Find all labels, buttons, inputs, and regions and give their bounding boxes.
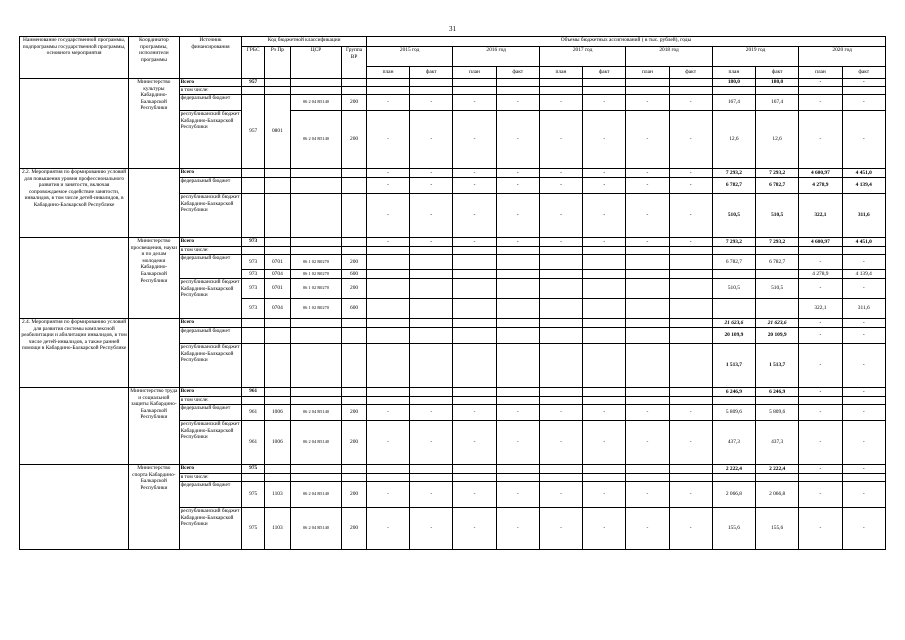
- value-cell: -: [842, 465, 886, 474]
- value-cell: -: [453, 421, 496, 465]
- value-cell: -: [410, 482, 453, 508]
- header-fact: факт: [756, 67, 799, 79]
- value-cell: -: [842, 79, 886, 87]
- rzpr-cell: 1103: [265, 508, 291, 550]
- value-cell: -: [539, 405, 582, 421]
- source-federal: федеральный бюджет: [179, 328, 242, 344]
- value-cell: 4 139,4: [842, 270, 886, 279]
- value-cell: -: [539, 169, 582, 178]
- vr-cell: 200: [342, 95, 367, 111]
- value-cell: 311,6: [842, 194, 886, 238]
- value-cell: -: [366, 169, 409, 178]
- source-total: Всего: [179, 79, 242, 87]
- measure-2-4: 2.4. Мероприятия по формированию условий для развития системы комплексной реабилитации и абилитации инвалидов, в том числе детей-инвалидов, а также ранней помощи в Кабардино-Балкарской Республике: [20, 319, 129, 388]
- header-fact: факт: [669, 67, 712, 79]
- header-fact: факт: [496, 67, 539, 79]
- header-rzpr: Рз Пр: [265, 47, 291, 79]
- value-cell: 6 782,7: [756, 255, 799, 270]
- rzpr-cell: 1006: [265, 421, 291, 465]
- value-cell: -: [496, 508, 539, 550]
- table-row: [20, 238, 886, 247]
- table-row: [20, 319, 886, 328]
- header-plan: план: [626, 67, 669, 79]
- value-cell: -: [496, 95, 539, 111]
- value-cell: -: [626, 508, 669, 550]
- value-cell: -: [669, 194, 712, 238]
- source-federal: федеральный бюджет: [179, 405, 242, 421]
- value-cell: -: [453, 508, 496, 550]
- value-cell: 20 109,9: [712, 328, 755, 344]
- value-cell: -: [842, 388, 886, 397]
- value-cell: -: [496, 194, 539, 238]
- grbs-cell: 957: [242, 95, 265, 169]
- value-cell: -: [583, 405, 626, 421]
- value-cell: 167,4: [712, 95, 755, 111]
- value-cell: 311,6: [842, 299, 886, 319]
- rzpr-cell: 0701: [265, 279, 291, 299]
- value-cell: -: [366, 111, 409, 169]
- value-cell: -: [539, 482, 582, 508]
- header-fact: факт: [410, 67, 453, 79]
- value-cell: -: [626, 95, 669, 111]
- value-cell: -: [799, 255, 842, 270]
- value-cell: -: [669, 508, 712, 550]
- value-cell: -: [410, 508, 453, 550]
- rzpr-cell: 0704: [265, 270, 291, 279]
- vr-cell: 200: [342, 255, 367, 270]
- value-cell: -: [496, 405, 539, 421]
- value-cell: 6 246,9: [712, 388, 755, 397]
- source-republican: республиканский бюджет Кабардино-Балкарской Республики: [179, 421, 242, 465]
- rzpr-cell: 1103: [265, 482, 291, 508]
- rzpr-cell: 1006: [265, 405, 291, 421]
- value-cell: 6 782,7: [712, 255, 755, 270]
- source-total: Всего: [179, 465, 242, 474]
- value-cell: -: [496, 111, 539, 169]
- source-including: в том числе:: [179, 474, 242, 482]
- vr-cell: 600: [342, 270, 367, 279]
- value-cell: 20 109,9: [756, 328, 799, 344]
- value-cell: -: [626, 169, 669, 178]
- value-cell: -: [669, 482, 712, 508]
- header-year: 2020 год: [799, 47, 886, 67]
- value-cell: 4 451,0: [842, 169, 886, 178]
- header-source: Источник финансирования: [179, 37, 242, 79]
- value-cell: -: [842, 482, 886, 508]
- executor-labor: Министерство труда и социальной защиты Кабардино-Балкарской Республики: [129, 388, 179, 465]
- csr-cell: 06 2 04 R5140: [290, 421, 341, 465]
- value-cell: -: [496, 178, 539, 194]
- header-year: 2019 год: [712, 47, 798, 67]
- value-cell: -: [626, 194, 669, 238]
- value-cell: 510,5: [712, 194, 755, 238]
- value-cell: -: [626, 405, 669, 421]
- header-year: 2018 год: [626, 47, 712, 67]
- grbs-cell: 961: [242, 405, 265, 421]
- header-name: Наименование государственной программы, подпрограммы государственной программы, основного мероприятия: [20, 37, 129, 79]
- value-cell: -: [496, 238, 539, 247]
- csr-cell: 06 2 04 R5140: [290, 111, 341, 169]
- value-cell: 12,6: [756, 111, 799, 169]
- value-cell: -: [583, 169, 626, 178]
- rzpr-cell: 0704: [265, 299, 291, 319]
- value-cell: -: [842, 111, 886, 169]
- value-cell: -: [626, 178, 669, 194]
- value-cell: -: [583, 194, 626, 238]
- value-cell: -: [539, 238, 582, 247]
- csr-cell: 06 2 04 R5140: [290, 405, 341, 421]
- source-including: в том числе:: [179, 397, 242, 405]
- source-including: в том числе:: [179, 247, 242, 255]
- source-federal: федеральный бюджет: [179, 95, 242, 111]
- value-cell: 167,4: [756, 95, 799, 111]
- value-cell: 5 809,6: [712, 405, 755, 421]
- value-cell: -: [583, 508, 626, 550]
- grbs-cell: 973: [242, 238, 265, 247]
- header-fact: факт: [583, 67, 626, 79]
- value-cell: -: [496, 482, 539, 508]
- source-republican: республиканский бюджет Кабардино-Балкарской Республики: [179, 344, 242, 388]
- value-cell: -: [410, 169, 453, 178]
- value-cell: -: [496, 169, 539, 178]
- value-cell: -: [453, 111, 496, 169]
- value-cell: -: [583, 111, 626, 169]
- value-cell: 4 451,0: [842, 238, 886, 247]
- header-grbs: ГРБС: [242, 47, 265, 79]
- value-cell: -: [626, 421, 669, 465]
- header-year: 2015 год: [366, 47, 452, 67]
- header-coordinator: Координатор программы, исполнители программы: [129, 37, 179, 79]
- source-total: Всего: [179, 169, 242, 178]
- table-row: [20, 79, 886, 87]
- value-cell: -: [366, 194, 409, 238]
- value-cell: -: [799, 421, 842, 465]
- vr-cell: 200: [342, 405, 367, 421]
- value-cell: 5 809,6: [756, 405, 799, 421]
- value-cell: -: [669, 111, 712, 169]
- value-cell: -: [842, 405, 886, 421]
- value-cell: -: [410, 111, 453, 169]
- grbs-cell: 973: [242, 279, 265, 299]
- value-cell: 322,1: [799, 299, 842, 319]
- value-cell: 155,6: [756, 508, 799, 550]
- csr-cell: 06 1 02 R0270: [290, 299, 341, 319]
- value-cell: -: [453, 169, 496, 178]
- csr-cell: 06 2 04 R5140: [290, 482, 341, 508]
- value-cell: 4 600,97: [799, 169, 842, 178]
- value-cell: -: [799, 95, 842, 111]
- value-cell: 437,3: [712, 421, 755, 465]
- value-cell: -: [842, 255, 886, 270]
- value-cell: -: [366, 405, 409, 421]
- source-republican: республиканский бюджет Кабардино-Балкарской Республики: [179, 279, 242, 319]
- value-cell: 1 513,7: [712, 344, 755, 388]
- value-cell: -: [366, 508, 409, 550]
- header-plan: план: [539, 67, 582, 79]
- csr-cell: 06 1 02 R0270: [290, 279, 341, 299]
- value-cell: 4 278,9: [799, 178, 842, 194]
- vr-cell: 600: [342, 299, 367, 319]
- value-cell: 180,0: [712, 79, 755, 87]
- executor-sport: Министерство спорта Кабардино-Балкарской Республики: [129, 465, 179, 550]
- value-cell: 510,5: [756, 194, 799, 238]
- value-cell: -: [799, 465, 842, 474]
- page-number: 31: [449, 25, 456, 33]
- value-cell: -: [410, 178, 453, 194]
- value-cell: -: [410, 421, 453, 465]
- vr-cell: 200: [342, 482, 367, 508]
- value-cell: -: [626, 482, 669, 508]
- header-plan: план: [712, 67, 755, 79]
- value-cell: 437,3: [756, 421, 799, 465]
- header-plan: план: [453, 67, 496, 79]
- value-cell: -: [842, 421, 886, 465]
- header-budget-code: Код бюджетной классификации: [242, 37, 367, 47]
- vr-cell: 200: [342, 421, 367, 465]
- vr-cell: 200: [342, 508, 367, 550]
- value-cell: -: [799, 279, 842, 299]
- grbs-cell: 973: [242, 299, 265, 319]
- value-cell: -: [799, 482, 842, 508]
- vr-cell: 200: [342, 279, 367, 299]
- grbs-cell: 973: [242, 255, 265, 270]
- value-cell: 6 782,7: [712, 178, 755, 194]
- grbs-cell: 975: [242, 465, 265, 474]
- value-cell: -: [799, 405, 842, 421]
- value-cell: -: [842, 328, 886, 344]
- header-volumes: Объемы бюджетных ассигнований ( в тыс. рублей), годы: [366, 37, 885, 47]
- value-cell: 510,5: [756, 279, 799, 299]
- value-cell: -: [453, 95, 496, 111]
- header-fact: факт: [842, 67, 886, 79]
- value-cell: 4 278,9: [799, 270, 842, 279]
- vr-cell: 200: [342, 111, 367, 169]
- value-cell: 1 513,7: [756, 344, 799, 388]
- source-total: Всего: [179, 319, 242, 328]
- value-cell: -: [410, 405, 453, 421]
- name-cell-empty: [20, 79, 129, 169]
- header-year: 2016 год: [453, 47, 539, 67]
- measure-2-2: 2.2. Мероприятия по формированию условий для повышения уровня профессионального развития и занятости, включая сопровождаемое содействие занятости, инвалидов, в том числе детей-инвалидов, в Кабардино-Балкарской Республике: [20, 169, 129, 238]
- budget-table: [19, 36, 886, 550]
- value-cell: -: [669, 421, 712, 465]
- value-cell: -: [583, 178, 626, 194]
- value-cell: 155,6: [712, 508, 755, 550]
- value-cell: -: [842, 508, 886, 550]
- grbs-cell: 961: [242, 388, 265, 397]
- source-republican: республиканский бюджет Кабардино-Балкарской Республики: [179, 111, 242, 169]
- header-row: [20, 37, 886, 47]
- value-cell: 7 293,2: [756, 169, 799, 178]
- value-cell: -: [539, 111, 582, 169]
- header-plan: план: [799, 67, 842, 79]
- rzpr-cell: 0801: [265, 95, 291, 169]
- value-cell: -: [453, 194, 496, 238]
- header-vr: Группа ВР: [342, 47, 367, 79]
- value-cell: -: [842, 95, 886, 111]
- value-cell: 2 066,8: [712, 482, 755, 508]
- value-cell: -: [366, 95, 409, 111]
- header-year: 2017 год: [539, 47, 625, 67]
- value-cell: -: [539, 508, 582, 550]
- value-cell: -: [799, 388, 842, 397]
- value-cell: -: [539, 421, 582, 465]
- value-cell: -: [366, 482, 409, 508]
- value-cell: -: [583, 95, 626, 111]
- value-cell: 7 293,2: [712, 238, 755, 247]
- value-cell: 12,6: [712, 111, 755, 169]
- value-cell: -: [626, 238, 669, 247]
- value-cell: 180,0: [756, 79, 799, 87]
- value-cell: -: [799, 508, 842, 550]
- source-republican: республиканский бюджет Кабардино-Балкарской Республики: [179, 194, 242, 238]
- value-cell: -: [799, 328, 842, 344]
- value-cell: -: [842, 319, 886, 328]
- value-cell: -: [626, 111, 669, 169]
- header-plan: план: [366, 67, 409, 79]
- value-cell: -: [842, 344, 886, 388]
- value-cell: -: [669, 238, 712, 247]
- value-cell: -: [583, 421, 626, 465]
- header-csr: ЦСР: [290, 47, 341, 79]
- value-cell: 21 623,6: [756, 319, 799, 328]
- value-cell: 21 623,6: [712, 319, 755, 328]
- value-cell: -: [453, 178, 496, 194]
- value-cell: -: [842, 279, 886, 299]
- grbs-cell: 975: [242, 508, 265, 550]
- source-federal: федеральный бюджет: [179, 482, 242, 508]
- value-cell: -: [366, 238, 409, 247]
- value-cell: 6 246,9: [756, 388, 799, 397]
- value-cell: -: [799, 319, 842, 328]
- value-cell: -: [799, 111, 842, 169]
- value-cell: 6 782,7: [756, 178, 799, 194]
- value-cell: -: [366, 421, 409, 465]
- value-cell: -: [410, 194, 453, 238]
- csr-cell: 06 1 02 R0270: [290, 255, 341, 270]
- grbs-cell: 961: [242, 421, 265, 465]
- value-cell: -: [453, 238, 496, 247]
- value-cell: 2 066,8: [756, 482, 799, 508]
- source-federal: федеральный бюджет: [179, 178, 242, 194]
- value-cell: -: [410, 238, 453, 247]
- value-cell: 2 222,4: [756, 465, 799, 474]
- value-cell: 7 293,2: [756, 238, 799, 247]
- rzpr-cell: 0701: [265, 255, 291, 270]
- value-cell: -: [669, 95, 712, 111]
- value-cell: 510,5: [712, 279, 755, 299]
- value-cell: -: [799, 344, 842, 388]
- grbs-cell: 973: [242, 270, 265, 279]
- source-total: Всего: [179, 388, 242, 397]
- value-cell: 7 293,2: [712, 169, 755, 178]
- table-row: [20, 388, 886, 397]
- value-cell: -: [583, 482, 626, 508]
- value-cell: -: [453, 482, 496, 508]
- value-cell: -: [539, 95, 582, 111]
- value-cell: -: [583, 238, 626, 247]
- executor-culture: Министерство культуры Кабардино-Балкарской Республики: [129, 79, 179, 169]
- csr-cell: 06 2 04 R5140: [290, 508, 341, 550]
- value-cell: -: [669, 405, 712, 421]
- value-cell: -: [539, 178, 582, 194]
- value-cell: 2 222,4: [712, 465, 755, 474]
- value-cell: 4 139,4: [842, 178, 886, 194]
- value-cell: -: [799, 79, 842, 87]
- value-cell: -: [453, 405, 496, 421]
- table-row: [20, 465, 886, 474]
- source-republican: республиканский бюджет Кабардино-Балкарской Республики: [179, 508, 242, 550]
- executor-education: Министерство просвещения, науки и по делам молодежи Кабардино-Балкарской Республики: [129, 238, 179, 319]
- value-cell: -: [669, 169, 712, 178]
- value-cell: -: [366, 178, 409, 194]
- source-total: Всего: [179, 238, 242, 247]
- grbs-cell: 975: [242, 482, 265, 508]
- source-federal: федеральный бюджет: [179, 255, 242, 279]
- value-cell: -: [496, 421, 539, 465]
- grbs-cell: 957: [242, 79, 265, 87]
- table-row: [20, 169, 886, 178]
- csr-cell: 06 1 02 R0270: [290, 270, 341, 279]
- csr-cell: 06 2 04 R5140: [290, 95, 341, 111]
- value-cell: -: [669, 178, 712, 194]
- value-cell: 322,1: [799, 194, 842, 238]
- source-including: в том числе:: [179, 87, 242, 95]
- value-cell: -: [539, 194, 582, 238]
- value-cell: 4 600,97: [799, 238, 842, 247]
- value-cell: -: [410, 95, 453, 111]
